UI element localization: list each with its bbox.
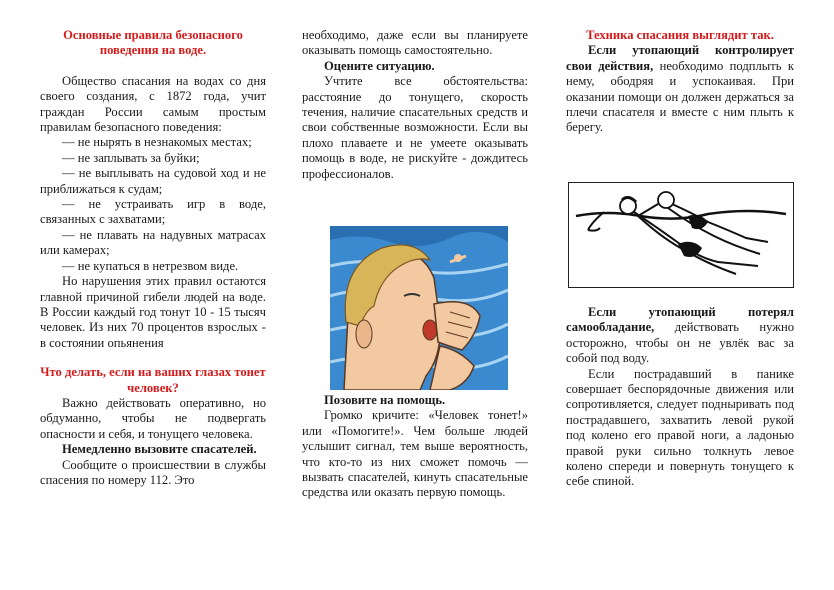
technique-p1-bold: Если утопающий контролирует свои действия, — [566, 43, 794, 73]
help-paragraph: Громко кричите: «Человек тонет!» или «Помогите!». Чем больше людей услышит сигнал, тем выше вероятность, что кто-то из них сможет помочь — вызвать спасателей, кинуть спасательные средства или оказать первую помощь. — [302, 408, 528, 500]
technique-block-2 — [566, 305, 794, 490]
section-title: Что делать, если на ваших глазах тонет человек? — [40, 365, 266, 395]
rule-item: — не плавать на надувных матрасах или камерах; — [40, 227, 266, 258]
assess-paragraph: Учтите все обстоятельства: расстояние до тонущего, скорость течения, наличие спасательных средств и свои собственные возможности. Если вы плохо плаваете и не умеете оказывать помощь в воде, не рискуйте - дождитесь профессионалов. — [302, 74, 528, 181]
column-3 — [566, 28, 794, 136]
column-2 — [302, 28, 528, 182]
column-1 — [40, 28, 266, 488]
technique-p2-bold: Если утопающий потерял самообладание, — [566, 305, 794, 335]
help-block — [302, 393, 528, 501]
rule-item: — не выплывать на судовой ход и не приближаться к судам; — [40, 166, 266, 196]
technique-p1-text: необходимо подплыть к нему, ободряя и успокаивая. При оказании помощи он должен держаться за плечи спасателя и вместе с ним плыть к берегу. — [566, 58, 794, 135]
rule-item: — не заплывать за буйки; — [62, 150, 200, 165]
shouting-man-illustration — [330, 226, 508, 390]
rule-item: — не купаться в нетрезвом виде. — [62, 258, 239, 273]
call-heading: Немедленно вызовите спасателей. — [62, 442, 257, 457]
technique-paragraph-1 — [566, 43, 794, 135]
rule-item: — не устраивать игр в воде, связанных с захватами; — [40, 197, 266, 227]
technique-paragraph-2 — [566, 305, 794, 367]
help-heading: Позовите на помощь. — [324, 393, 446, 407]
section-paragraph: Важно действовать оперативно, но обдуманно, чтобы не подвергать опасности и себя, и тонущего человека. — [40, 395, 266, 441]
technique-title: Техника спасания выглядит так. — [586, 28, 774, 42]
call-paragraph: Сообщите о происшествии в службы спасения по номеру 112. Это — [40, 457, 266, 487]
rule-item: — не нырять в незнакомых местах; — [62, 135, 252, 150]
stats-paragraph: Но нарушения этих правил остаются главной причиной гибели людей на воде. В России каждый год тонут 10 - 15 тысяч человек. Из них 70 процентов взрослых - в состоянии опьянения — [40, 274, 266, 350]
intro-paragraph: Общество спасания на водах со дня своего создания, с 1872 года, учит граждан России самым простым правилам безопасного поведения: — [40, 73, 266, 135]
main-title: Основные правила безопасного поведения на воде. — [63, 28, 243, 58]
swimmers-rescue-illustration — [568, 182, 794, 288]
technique-p2-text: действовать нужно осторожно, чтобы он не увлёк вас за собой под воду. — [566, 320, 794, 366]
assess-heading: Оцените ситуацию. — [324, 58, 435, 73]
technique-paragraph-3: Если пострадавший в панике совершает беспорядочные движения или сопротивляется, следует подныривать под пострадавшего, захватить левой рукой под колено его правой ноги, а ладонью правой руки сильно толкнуть левое колено спереди и повернуть тонущего к себе спиной. — [566, 366, 794, 489]
continued-paragraph: необходимо, даже если вы планируете оказывать помощь самостоятельно. — [302, 28, 528, 58]
